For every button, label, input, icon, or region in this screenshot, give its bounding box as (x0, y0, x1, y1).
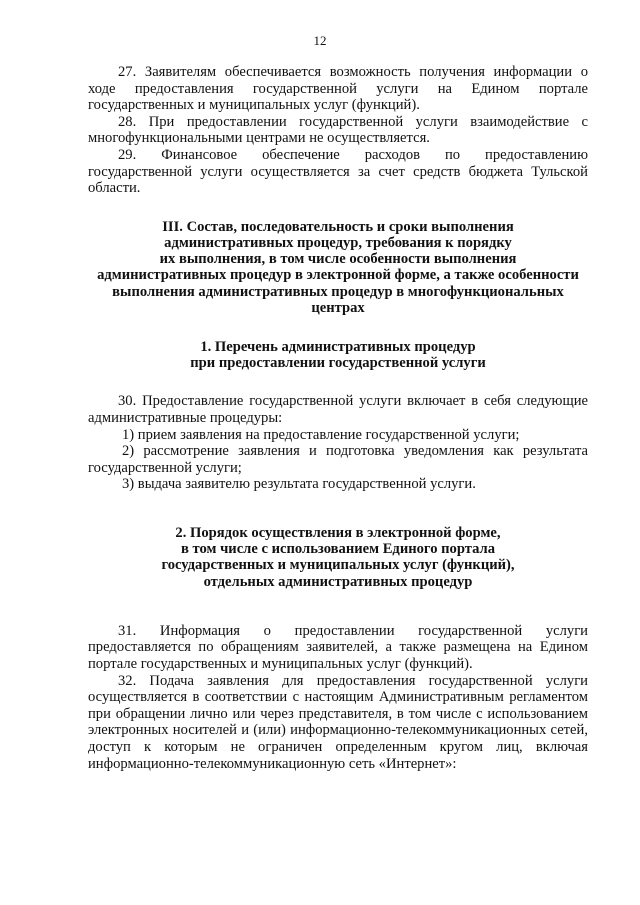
subsection-1-heading (88, 339, 588, 371)
paragraph-32: 32. Подача заявления для предоставления государственной услуги осуществляется в соответствии с настоящим Административным регламентом при обращении лично или через представителя, в том числе с использованием электронных носителей и (или) информационно-телекоммуникационных сетей, доступ к которым не ограничен определенным кругом лиц, включая информационно-телекоммуникационную сеть «Интернет»: (88, 672, 588, 772)
subsection-2-heading-line: 2. Порядок осуществления в электронной форме, (175, 524, 501, 541)
subsection-2-heading-line: отдельных административных процедур (203, 573, 473, 590)
section-3-heading (88, 219, 588, 316)
document-body (88, 64, 588, 772)
section-3-heading-line: административных процедур в электронной форме, а также особенности (97, 267, 579, 284)
subsection-1-heading-line: 1. Перечень административных процедур (200, 338, 476, 355)
procedure-item-3: 3) выдача заявителю результата государственной услуги. (122, 476, 476, 493)
subsection-2-heading (88, 525, 588, 590)
paragraph-27: 27. Заявителям обеспечивается возможность получения информации о ходе предоставления государственной услуги на Едином портале государственных и муниципальных услуг (функций). (88, 64, 588, 114)
paragraph-30: 30. Предоставление государственной услуги включает в себя следующие административные процедуры: (88, 393, 588, 426)
section-3-heading-line: их выполнения, в том числе особенности выполнения (159, 251, 517, 268)
procedure-item-1: 1) прием заявления на предоставление государственной услуги; (122, 426, 520, 443)
section-3-heading-line: административных процедур, требования к порядку (164, 234, 512, 251)
subsection-1-heading-line: при предоставлении государственной услуги (190, 355, 486, 372)
paragraph-28: 28. При предоставлении государственной услуги взаимодействие с многофункциональными центрами не осуществляется. (88, 113, 588, 147)
subsection-2-heading-line: в том числе с использованием Единого портала (180, 541, 496, 558)
section-3-heading-line: III. Состав, последовательность и сроки выполнения (162, 218, 514, 235)
procedure-item-2: 2) рассмотрение заявления и подготовка уведомления как результата государственной услуги; (88, 443, 588, 476)
section-3-heading-line: выполнения административных процедур в многофункциональных (112, 283, 564, 300)
page-number: 12 (313, 33, 327, 48)
paragraph-31: 31. Информация о предоставлении государственной услуги предоставляется по обращениям заявителей, а также размещена на Едином портале государственных и муниципальных услуг (функций). (88, 622, 588, 672)
section-3-heading-line: центрах (311, 299, 365, 316)
paragraph-29: 29. Финансовое обеспечение расходов по предоставлению государственной услуги осуществляется за счет средств бюджета Тульской области. (88, 146, 588, 197)
subsection-2-heading-line: государственных и муниципальных услуг (функций), (161, 557, 515, 574)
